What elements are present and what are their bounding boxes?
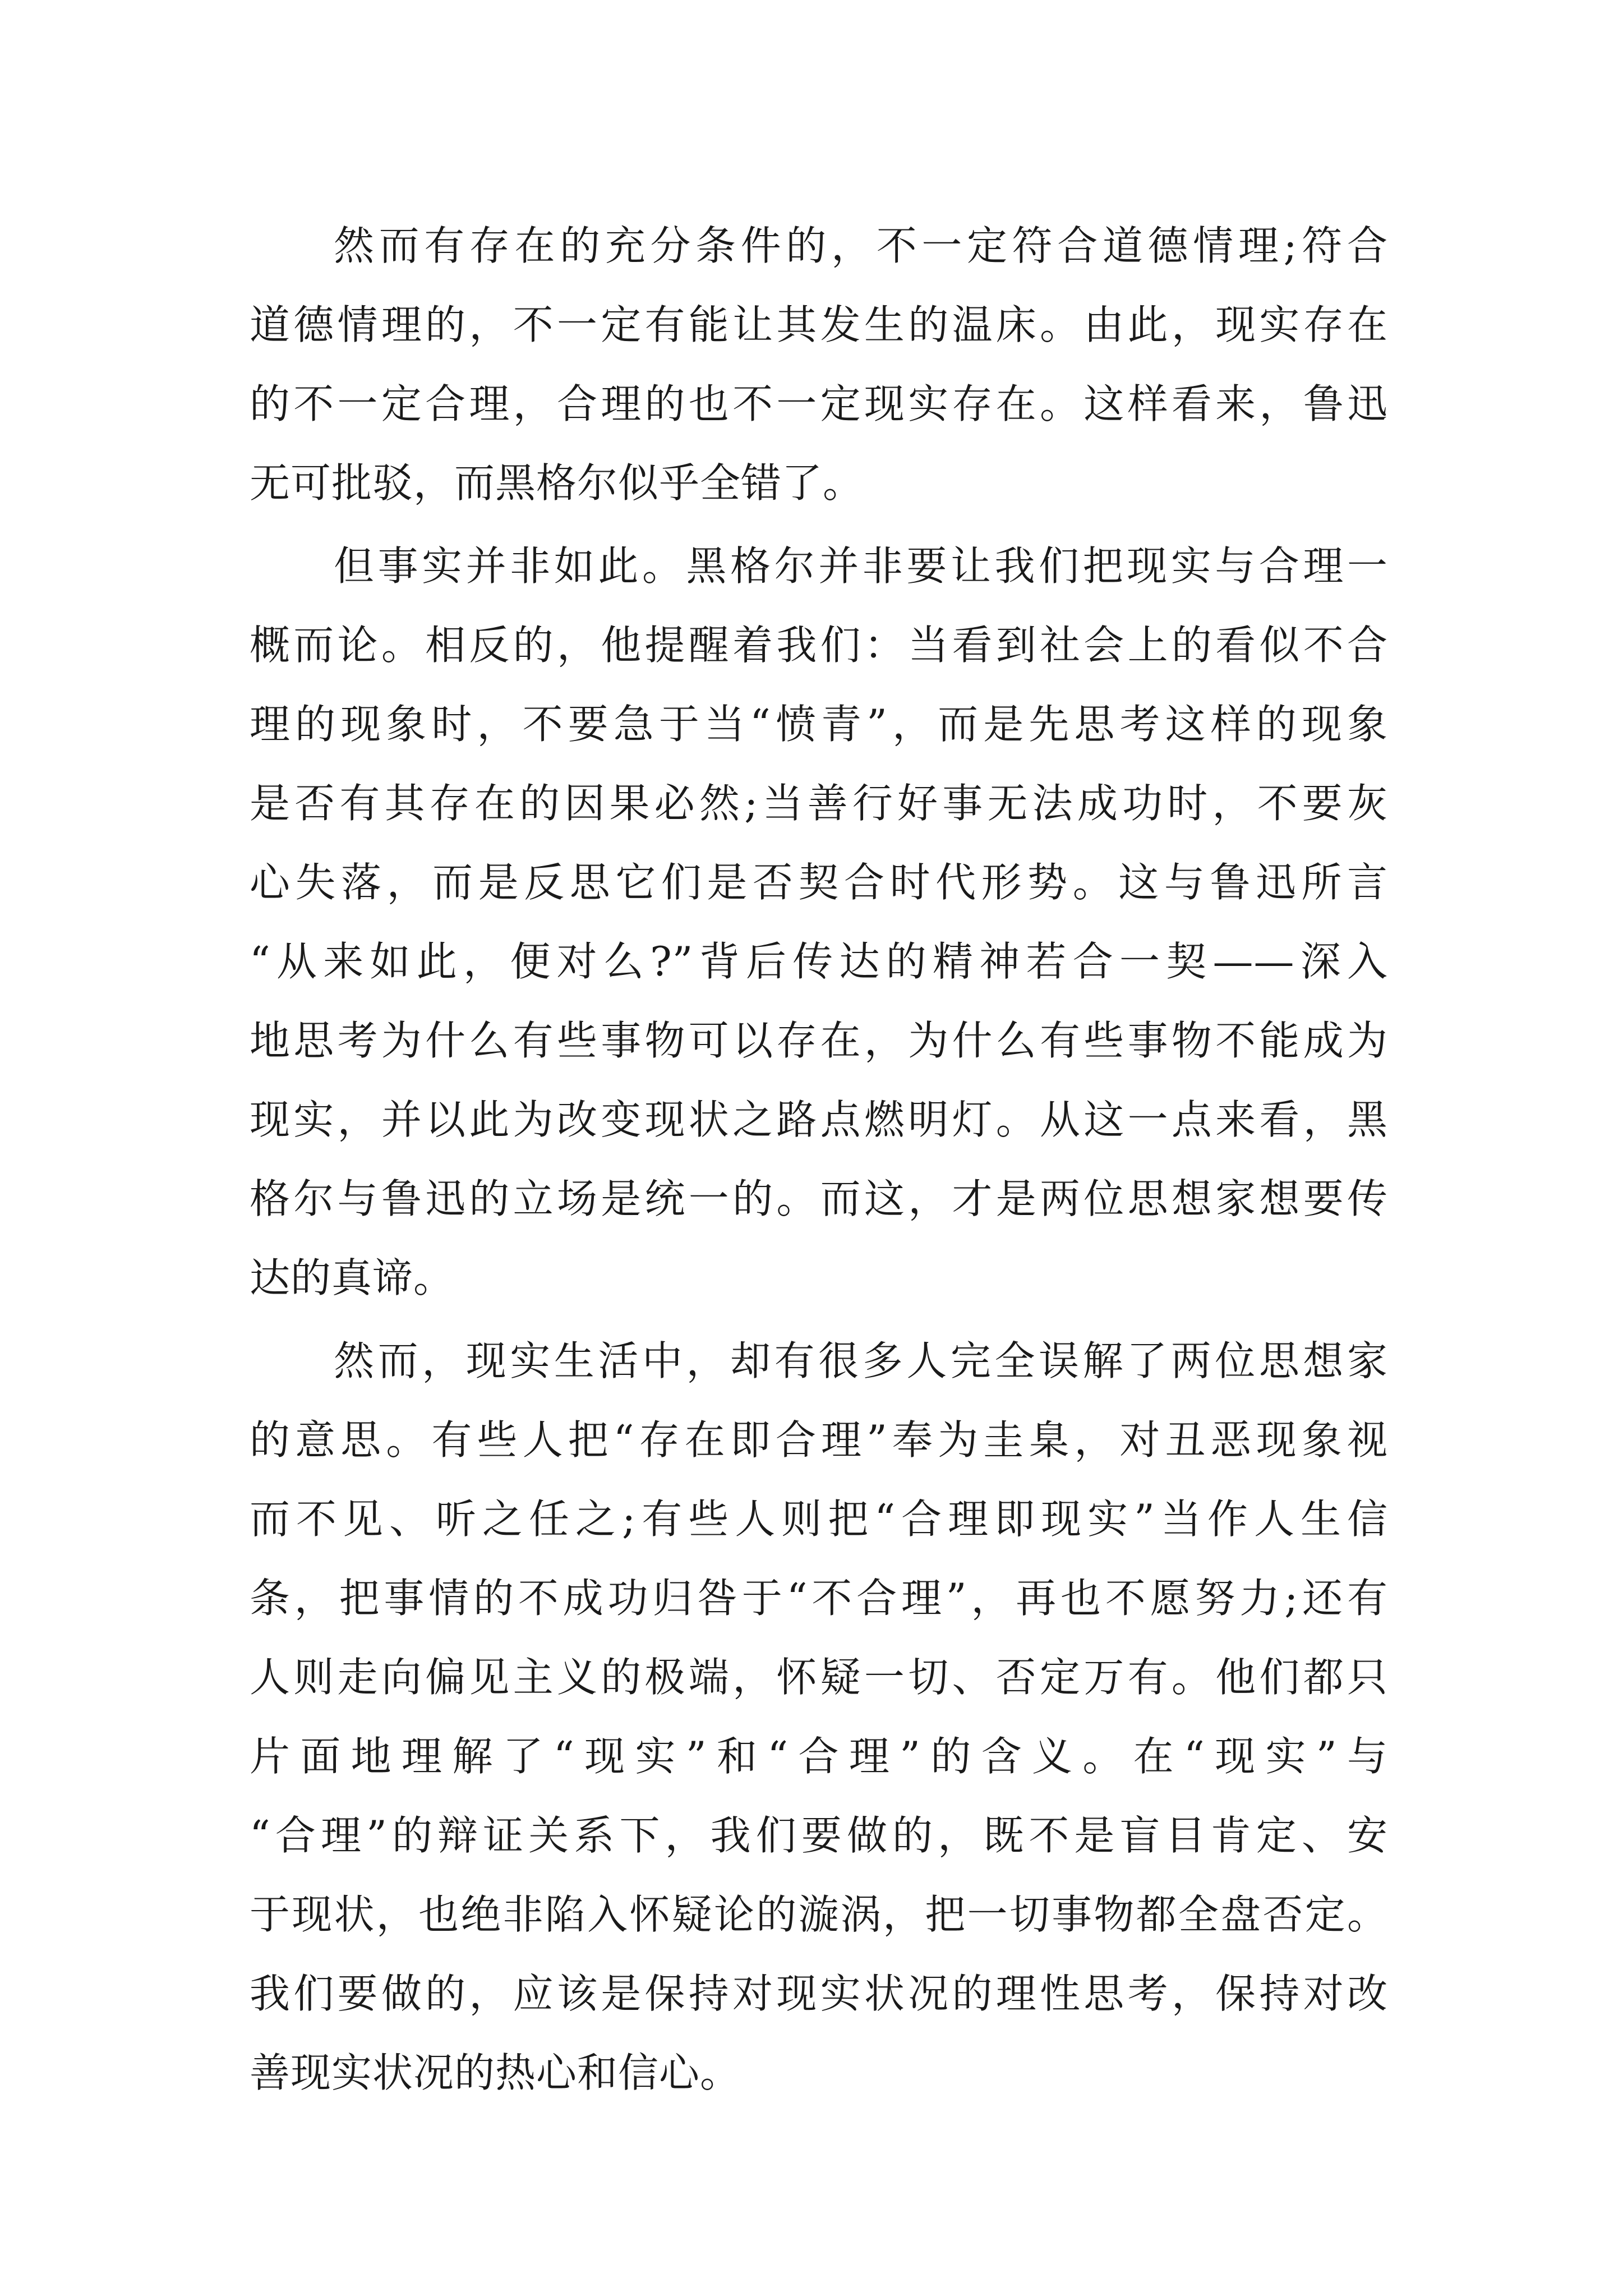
text-line: 人则走向偏见主义的极端，怀疑一切、否定万有。他们都只: [250, 1654, 1388, 1701]
text-line: 心失落，而是反思它们是否契合时代形势。这与鲁迅所言: [250, 859, 1388, 906]
text-line: 概而论。相反的，他提醒着我们：当看到社会上的看似不合: [250, 622, 1388, 669]
text-line: 条，把事情的不成功归咎于“不合理”，再也不愿努力;还有: [250, 1575, 1388, 1622]
text-line: 格尔与鲁迅的立场是统一的。而这，才是两位思想家想要传: [250, 1175, 1388, 1222]
text-line: 的不一定合理，合理的也不一定现实存在。这样看来，鲁迅: [250, 380, 1388, 427]
paragraph: [250, 206, 1388, 523]
text-line: 但事实并非如此。黑格尔并非要让我们把现实与合理一: [334, 542, 1388, 590]
text-line: 于现状，也绝非陷入怀疑论的漩涡，把一切事物都全盘否定。: [250, 1891, 1388, 1938]
text-line: 善现实状况的热心和信心。: [250, 2049, 741, 2096]
text-line: 道德情理的，不一定有能让其发生的温床。由此，现实存在: [250, 301, 1388, 348]
text-line: 的意思。有些人把“存在即合理”奉为圭臬，对丑恶现象视: [250, 1416, 1388, 1464]
text-line: 达的真谛。: [250, 1254, 455, 1301]
text-line: 我们要做的，应该是保持对现实状况的理性思考，保持对改: [250, 1970, 1388, 2017]
body-text: [250, 206, 1388, 2113]
text-line: 地思考为什么有些事物可以存在，为什么有些事物不能成为: [250, 1017, 1388, 1064]
text-line: 然而有存在的充分条件的，不一定符合道德情理;符合: [334, 222, 1388, 269]
text-line: 无可批驳，而黑格尔似乎全错了。: [250, 459, 864, 507]
text-line: 而不见、听之任之;有些人则把“合理即现实”当作人生信: [250, 1496, 1388, 1543]
paragraph: [250, 1322, 1388, 2113]
text-line: 是否有其存在的因果必然;当善行好事无法成功时，不要灰: [250, 780, 1388, 827]
text-line: 然而，现实生活中，却有很多人完全误解了两位思想家: [334, 1337, 1388, 1384]
paragraph: [250, 527, 1388, 1318]
text-line: 现实，并以此为改变现状之路点燃明灯。从这一点来看，黑: [250, 1096, 1388, 1143]
text-line: “合理”的辩证关系下，我们要做的，既不是盲目肯定、安: [250, 1812, 1388, 1859]
text-line: 理的现象时，不要急于当“愤青”，而是先思考这样的现象: [250, 701, 1388, 748]
text-line: “从来如此，便对么?”背后传达的精神若合一契——深入: [250, 938, 1388, 985]
text-line: 片面地理解了“现实”和“合理”的含义。在“现实”与: [250, 1733, 1388, 1780]
